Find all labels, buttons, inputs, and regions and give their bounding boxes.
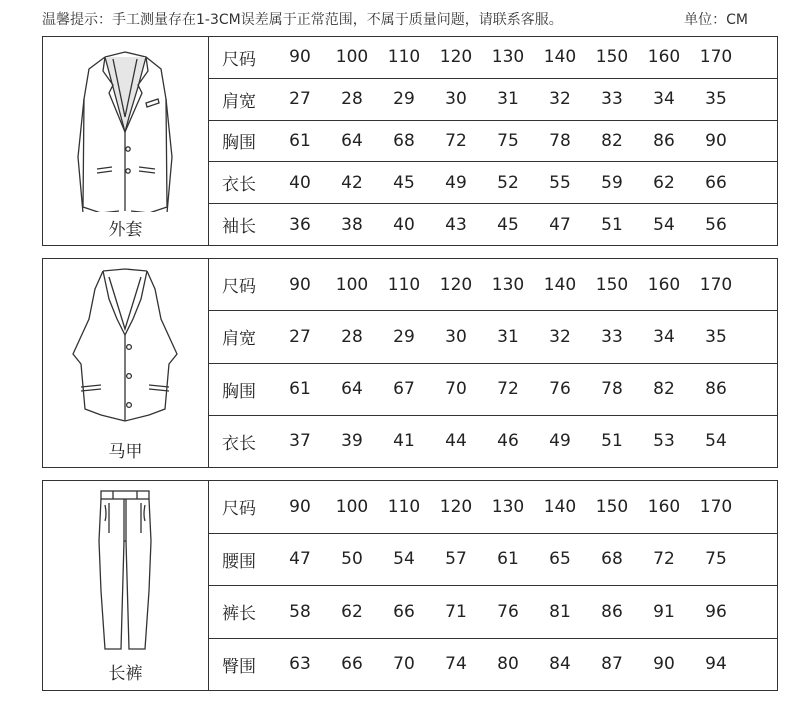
table-cell: 51 xyxy=(601,431,623,452)
table-row xyxy=(208,311,777,363)
table-row xyxy=(208,37,777,79)
table-cell: 120 xyxy=(439,47,473,68)
table-cell: 45 xyxy=(393,172,415,193)
table-cell: 42 xyxy=(341,172,363,193)
table-cell: 49 xyxy=(549,431,571,452)
table-cell: 70 xyxy=(393,654,415,675)
jacket-size-table xyxy=(42,36,778,246)
table-cell: 160 xyxy=(647,274,681,295)
table-cell: 100 xyxy=(335,47,369,68)
table-row xyxy=(208,364,777,416)
table-cell: 130 xyxy=(491,47,525,68)
table-cell: 45 xyxy=(497,214,519,235)
table-cell: 100 xyxy=(335,496,369,517)
table-cell: 150 xyxy=(595,47,629,68)
table-cell: 150 xyxy=(595,274,629,295)
unit-label: 单位：CM xyxy=(684,12,748,28)
table-cell: 40 xyxy=(289,172,311,193)
table-cell: 64 xyxy=(341,130,363,151)
table-cell: 72 xyxy=(445,130,467,151)
table-cell: 29 xyxy=(393,326,415,347)
vest-size-table xyxy=(42,258,778,468)
table-row xyxy=(208,162,777,204)
row-label: 胸围 xyxy=(222,381,256,402)
table-cell: 140 xyxy=(543,274,577,295)
table-cell: 34 xyxy=(653,89,675,110)
table-cell: 52 xyxy=(497,172,519,193)
table-row xyxy=(208,416,777,467)
table-cell: 51 xyxy=(601,214,623,235)
table-cell: 78 xyxy=(601,379,623,400)
trousers-icon xyxy=(43,481,208,656)
row-label: 胸围 xyxy=(222,133,256,154)
table-cell: 33 xyxy=(601,89,623,110)
table-cell: 46 xyxy=(497,431,519,452)
table-cell: 32 xyxy=(549,89,571,110)
trousers-illustration-cell xyxy=(43,481,209,690)
table-cell: 50 xyxy=(341,549,363,570)
table-cell: 64 xyxy=(341,379,363,400)
table-row xyxy=(208,639,777,691)
table-cell: 94 xyxy=(705,654,727,675)
table-cell: 27 xyxy=(289,326,311,347)
table-cell: 54 xyxy=(653,214,675,235)
table-cell: 75 xyxy=(705,549,727,570)
table-cell: 110 xyxy=(387,47,421,68)
row-label: 肩宽 xyxy=(222,329,256,350)
table-cell: 31 xyxy=(497,89,519,110)
table-cell: 34 xyxy=(653,326,675,347)
table-cell: 170 xyxy=(699,274,733,295)
table-row xyxy=(208,121,777,163)
table-cell: 81 xyxy=(549,601,571,622)
table-cell: 53 xyxy=(653,431,675,452)
table-cell: 170 xyxy=(699,496,733,517)
table-cell: 120 xyxy=(439,274,473,295)
table-cell: 27 xyxy=(289,89,311,110)
row-label: 臀围 xyxy=(222,656,256,677)
table-cell: 35 xyxy=(705,326,727,347)
table-cell: 66 xyxy=(341,654,363,675)
table-cell: 32 xyxy=(549,326,571,347)
row-label: 尺码 xyxy=(222,499,256,520)
table-cell: 72 xyxy=(497,379,519,400)
table-row xyxy=(208,481,777,534)
table-cell: 72 xyxy=(653,549,675,570)
table-cell: 140 xyxy=(543,47,577,68)
table-cell: 130 xyxy=(491,274,525,295)
table-cell: 90 xyxy=(653,654,675,675)
table-cell: 90 xyxy=(289,496,311,517)
vest-illustration-cell xyxy=(43,259,209,467)
table-cell: 63 xyxy=(289,654,311,675)
table-cell: 75 xyxy=(497,130,519,151)
table-cell: 65 xyxy=(549,549,571,570)
table-cell: 67 xyxy=(393,379,415,400)
table-row xyxy=(208,204,777,245)
table-cell: 90 xyxy=(289,274,311,295)
table-cell: 91 xyxy=(653,601,675,622)
table-cell: 57 xyxy=(445,549,467,570)
table-cell: 130 xyxy=(491,496,525,517)
table-cell: 37 xyxy=(289,431,311,452)
table-cell: 80 xyxy=(497,654,519,675)
table-cell: 38 xyxy=(341,214,363,235)
table-row xyxy=(208,79,777,121)
table-cell: 100 xyxy=(335,274,369,295)
table-cell: 54 xyxy=(393,549,415,570)
table-cell: 170 xyxy=(699,47,733,68)
table-cell: 82 xyxy=(653,379,675,400)
table-cell: 110 xyxy=(387,274,421,295)
table-cell: 61 xyxy=(289,130,311,151)
table-cell: 68 xyxy=(393,130,415,151)
table-cell: 61 xyxy=(497,549,519,570)
measurement-notice: 温馨提示：手工测量存在1-3CM误差属于正常范围，不属于质量问题，请联系客服。 xyxy=(42,12,563,28)
table-cell: 35 xyxy=(705,89,727,110)
table-cell: 47 xyxy=(289,549,311,570)
table-cell: 44 xyxy=(445,431,467,452)
table-cell: 78 xyxy=(549,130,571,151)
row-label: 腰围 xyxy=(222,551,256,572)
vest-icon xyxy=(43,259,208,434)
table-cell: 33 xyxy=(601,326,623,347)
table-cell: 61 xyxy=(289,379,311,400)
table-cell: 66 xyxy=(393,601,415,622)
row-label: 尺码 xyxy=(222,277,256,298)
table-cell: 39 xyxy=(341,431,363,452)
table-cell: 86 xyxy=(705,379,727,400)
table-cell: 150 xyxy=(595,496,629,517)
table-row xyxy=(208,586,777,639)
table-cell: 86 xyxy=(601,601,623,622)
row-label: 衣长 xyxy=(222,433,256,454)
row-label: 衣长 xyxy=(222,175,256,196)
table-cell: 87 xyxy=(601,654,623,675)
garment-caption: 马甲 xyxy=(108,442,143,462)
garment-caption: 外套 xyxy=(108,220,143,240)
table-cell: 90 xyxy=(289,47,311,68)
table-cell: 49 xyxy=(445,172,467,193)
trousers-size-table xyxy=(42,480,778,691)
table-cell: 76 xyxy=(497,601,519,622)
garment-caption: 长裤 xyxy=(108,664,143,684)
table-cell: 140 xyxy=(543,496,577,517)
table-cell: 56 xyxy=(705,214,727,235)
table-cell: 160 xyxy=(647,496,681,517)
jacket-illustration-cell xyxy=(43,37,209,245)
row-label: 肩宽 xyxy=(222,91,256,112)
table-cell: 84 xyxy=(549,654,571,675)
trousers-grid xyxy=(208,481,777,690)
table-cell: 43 xyxy=(445,214,467,235)
row-label: 尺码 xyxy=(222,49,256,70)
table-cell: 96 xyxy=(705,601,727,622)
table-cell: 29 xyxy=(393,89,415,110)
table-cell: 66 xyxy=(705,172,727,193)
table-cell: 54 xyxy=(705,431,727,452)
vest-grid xyxy=(208,259,777,467)
table-cell: 31 xyxy=(497,326,519,347)
table-cell: 58 xyxy=(289,601,311,622)
table-cell: 76 xyxy=(549,379,571,400)
table-cell: 36 xyxy=(289,214,311,235)
table-cell: 62 xyxy=(653,172,675,193)
table-cell: 90 xyxy=(705,130,727,151)
table-cell: 110 xyxy=(387,496,421,517)
table-cell: 30 xyxy=(445,89,467,110)
table-cell: 120 xyxy=(439,496,473,517)
table-cell: 82 xyxy=(601,130,623,151)
row-label: 袖长 xyxy=(222,217,256,238)
jacket-icon xyxy=(43,37,208,212)
row-label: 裤长 xyxy=(222,604,256,625)
table-row xyxy=(208,534,777,587)
table-cell: 74 xyxy=(445,654,467,675)
table-cell: 160 xyxy=(647,47,681,68)
table-cell: 71 xyxy=(445,601,467,622)
table-cell: 41 xyxy=(393,431,415,452)
jacket-grid xyxy=(208,37,777,245)
table-cell: 70 xyxy=(445,379,467,400)
table-cell: 62 xyxy=(341,601,363,622)
table-cell: 59 xyxy=(601,172,623,193)
table-cell: 30 xyxy=(445,326,467,347)
table-cell: 40 xyxy=(393,214,415,235)
table-cell: 28 xyxy=(341,89,363,110)
table-cell: 55 xyxy=(549,172,571,193)
table-cell: 68 xyxy=(601,549,623,570)
table-cell: 86 xyxy=(653,130,675,151)
table-cell: 28 xyxy=(341,326,363,347)
table-cell: 47 xyxy=(549,214,571,235)
table-row xyxy=(208,259,777,311)
